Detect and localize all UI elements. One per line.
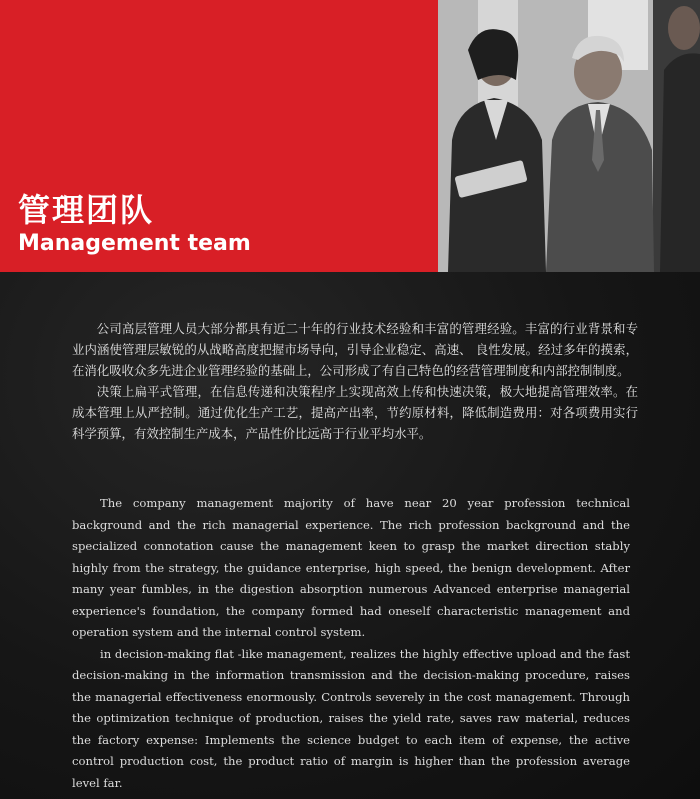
english-paragraph-2: in decision-making flat -like management, realizes the highly effective upload and the fast decision-making in the information transmission and the decision-making procedure, raises the managerial effectiveness enormously. Controls severely in the cost management. Through the optimization technique of production, raises the yield rate, saves raw material, reduces the factory expense: Implements the science budget to each item of expense, the active control production cost, the product ratio of margin is higher than the profession average level far. (72, 646, 630, 790)
chinese-paragraph-2: 决策上扁平式管理，在信息传递和决策程序上实现高效上传和快速决策，极大地提高管理效率。在成本管理上从严控制。通过优化生产工艺，提高产出率，节约原材料，降低制造费用：对各项费用实行科学预算，有效控制生产成本，产品性价比远高于行业平均水平。 (72, 384, 638, 441)
chinese-body-text (72, 318, 638, 444)
page-title-chinese: 管理团队 (18, 191, 155, 229)
english-body-text (72, 493, 630, 794)
page-title-english: Management team (18, 231, 251, 256)
english-paragraph-1: The company management majority of have near 20 year profession technical background and the rich managerial experience. The rich profession background and the specialized connotation cause the management keen to grasp the market direction stably highly from the strategy, the guidance enterprise, high speed, the benign development. After many year fumbles, in the digestion absorption numerous Advanced enterprise managerial experience's foundation, the company formed had oneself characteristic management and operation system and the internal control system. (72, 496, 630, 639)
photo-illustration (438, 0, 700, 272)
business-people-photo (438, 0, 700, 272)
red-title-panel (0, 0, 438, 272)
header-banner (0, 0, 700, 272)
chinese-paragraph-1: 公司高层管理人员大部分都具有近二十年的行业技术经验和丰富的管理经验。丰富的行业背景和专业内涵使管理层敏锐的从战略高度把握市场导向，引导企业稳定、高速、 良性发展。经过多年的摸索，在消化吸收众多先进企业管理经验的基础上，公司形成了有自己特色的经营管理制度和内部控制制度。 (72, 321, 638, 378)
